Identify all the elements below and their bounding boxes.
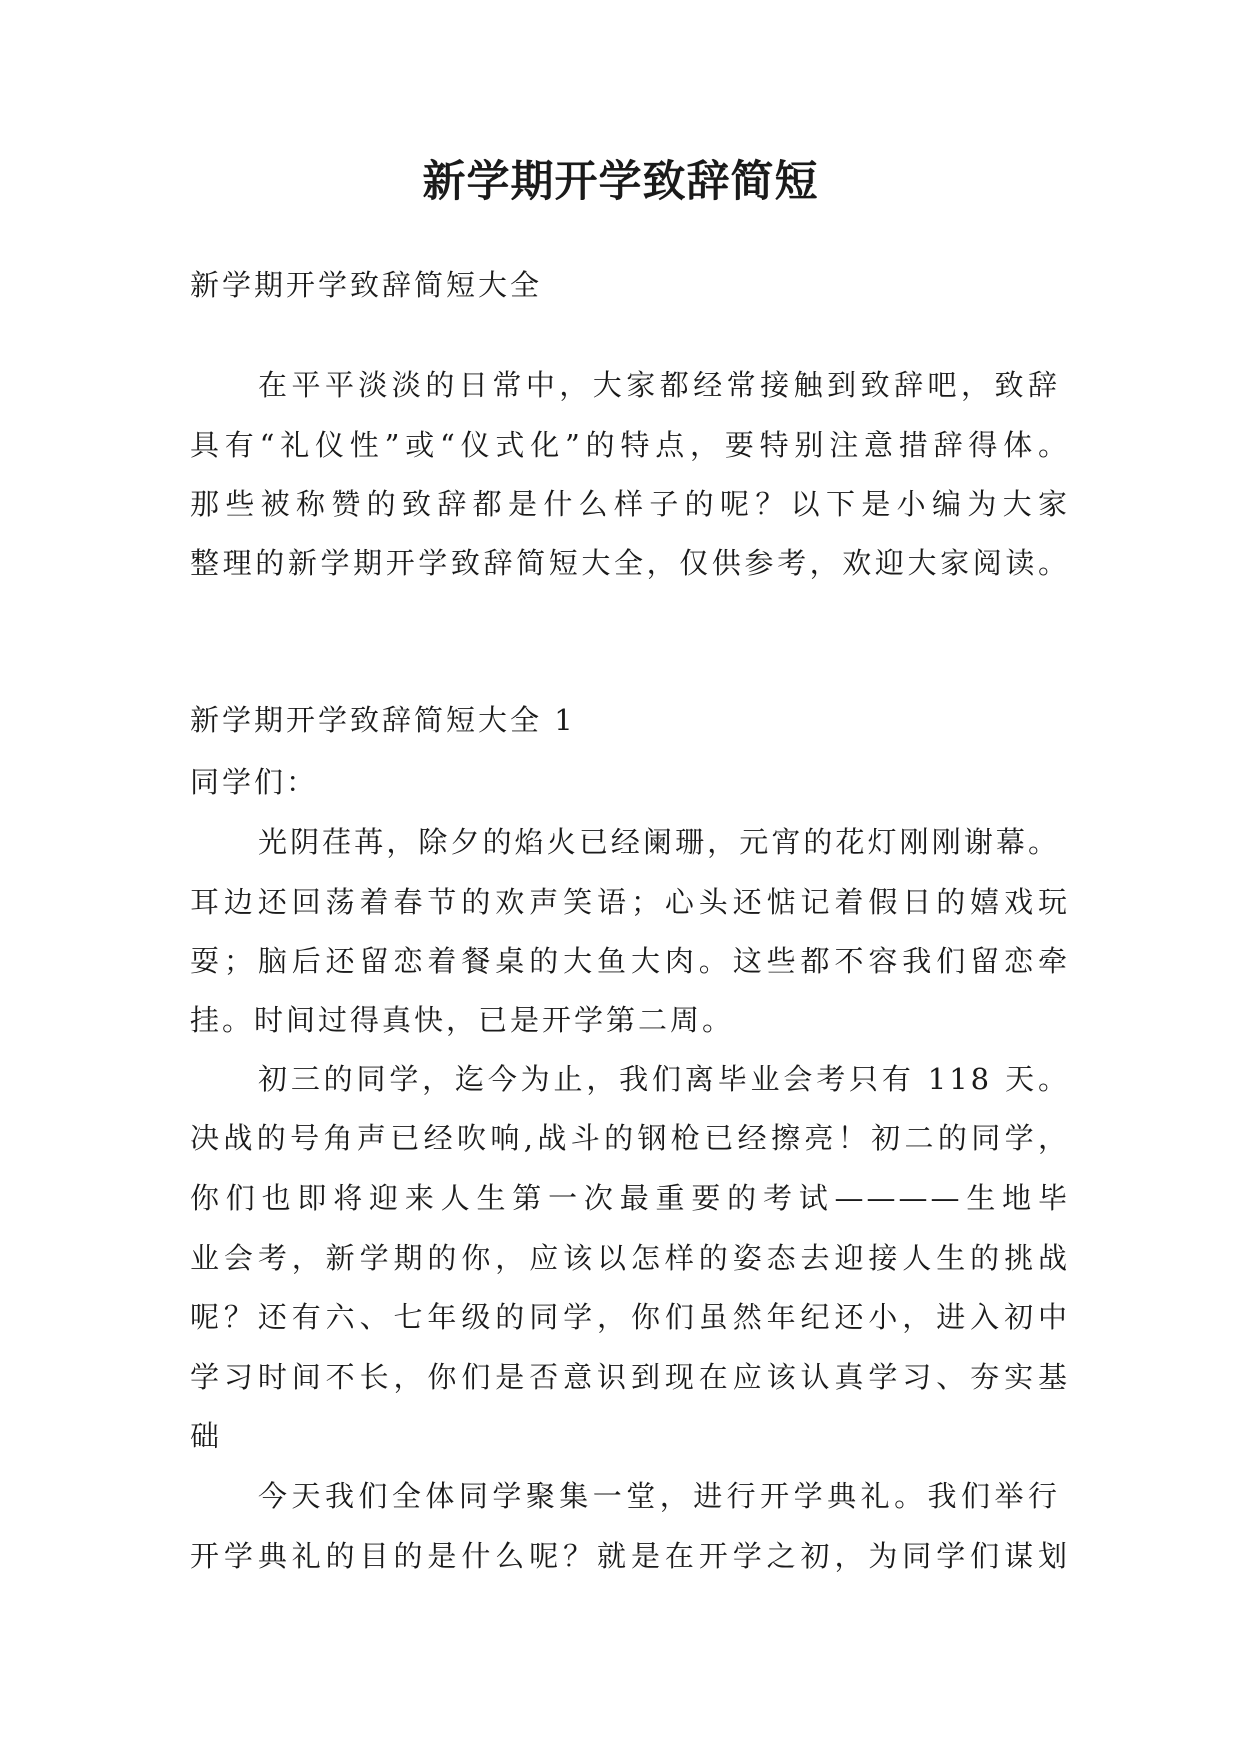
paragraph-line: 础 [190,1419,223,1453]
intro-line: 具有“礼仪性”或“仪式化”的特点，要特别注意措辞得体。 [190,428,1070,462]
intro-line: 在平平淡淡的日常中，大家都经常接触到致辞吧，致辞 [258,368,1060,402]
paragraph-line: 今天我们全体同学聚集一堂，进行开学典礼。我们举行 [258,1479,1060,1513]
paragraph-line: 耳边还回荡着春节的欢声笑语；心头还惦记着假日的嬉戏玩 [190,885,1070,919]
intro-line: 整理的新学期开学致辞简短大全，仅供参考，欢迎大家阅读。 [190,546,1070,580]
paragraph-line: 初三的同学，迄今为止，我们离毕业会考只有 118 天。 [258,1062,1070,1096]
paragraph-line: 开学典礼的目的是什么呢？就是在开学之初，为同学们谋划 [190,1539,1070,1573]
paragraph-line: 你们也即将迎来人生第一次最重要的考试————生地毕 [190,1181,1070,1215]
paragraph-line: 挂。时间过得真快，已是开学第二周。 [190,1003,735,1037]
document-subtitle: 新学期开学致辞简短大全 [190,268,543,302]
paragraph-line: 耍；脑后还留恋着餐桌的大鱼大肉。这些都不容我们留恋牵 [190,944,1070,978]
document-title: 新学期开学致辞简短 [422,157,819,207]
section-heading: 新学期开学致辞简短大全 1 [190,703,576,737]
paragraph-line: 业会考，新学期的你，应该以怎样的姿态去迎接人生的挑战 [190,1241,1070,1275]
salutation: 同学们： [190,765,319,799]
paragraph-line: 光阴荏苒，除夕的焰火已经阑珊，元宵的花灯刚刚谢幕。 [258,825,1060,859]
paragraph-line: 呢？还有六、七年级的同学，你们虽然年纪还小，进入初中 [190,1300,1070,1334]
intro-line: 那些被称赞的致辞都是什么样子的呢？以下是小编为大家 [190,487,1070,521]
paragraph-line: 学习时间不长，你们是否意识到现在应该认真学习、夯实基 [190,1360,1070,1394]
paragraph-line: 决战的号角声已经吹响,战斗的钢枪已经擦亮！初二的同学， [190,1121,1070,1155]
